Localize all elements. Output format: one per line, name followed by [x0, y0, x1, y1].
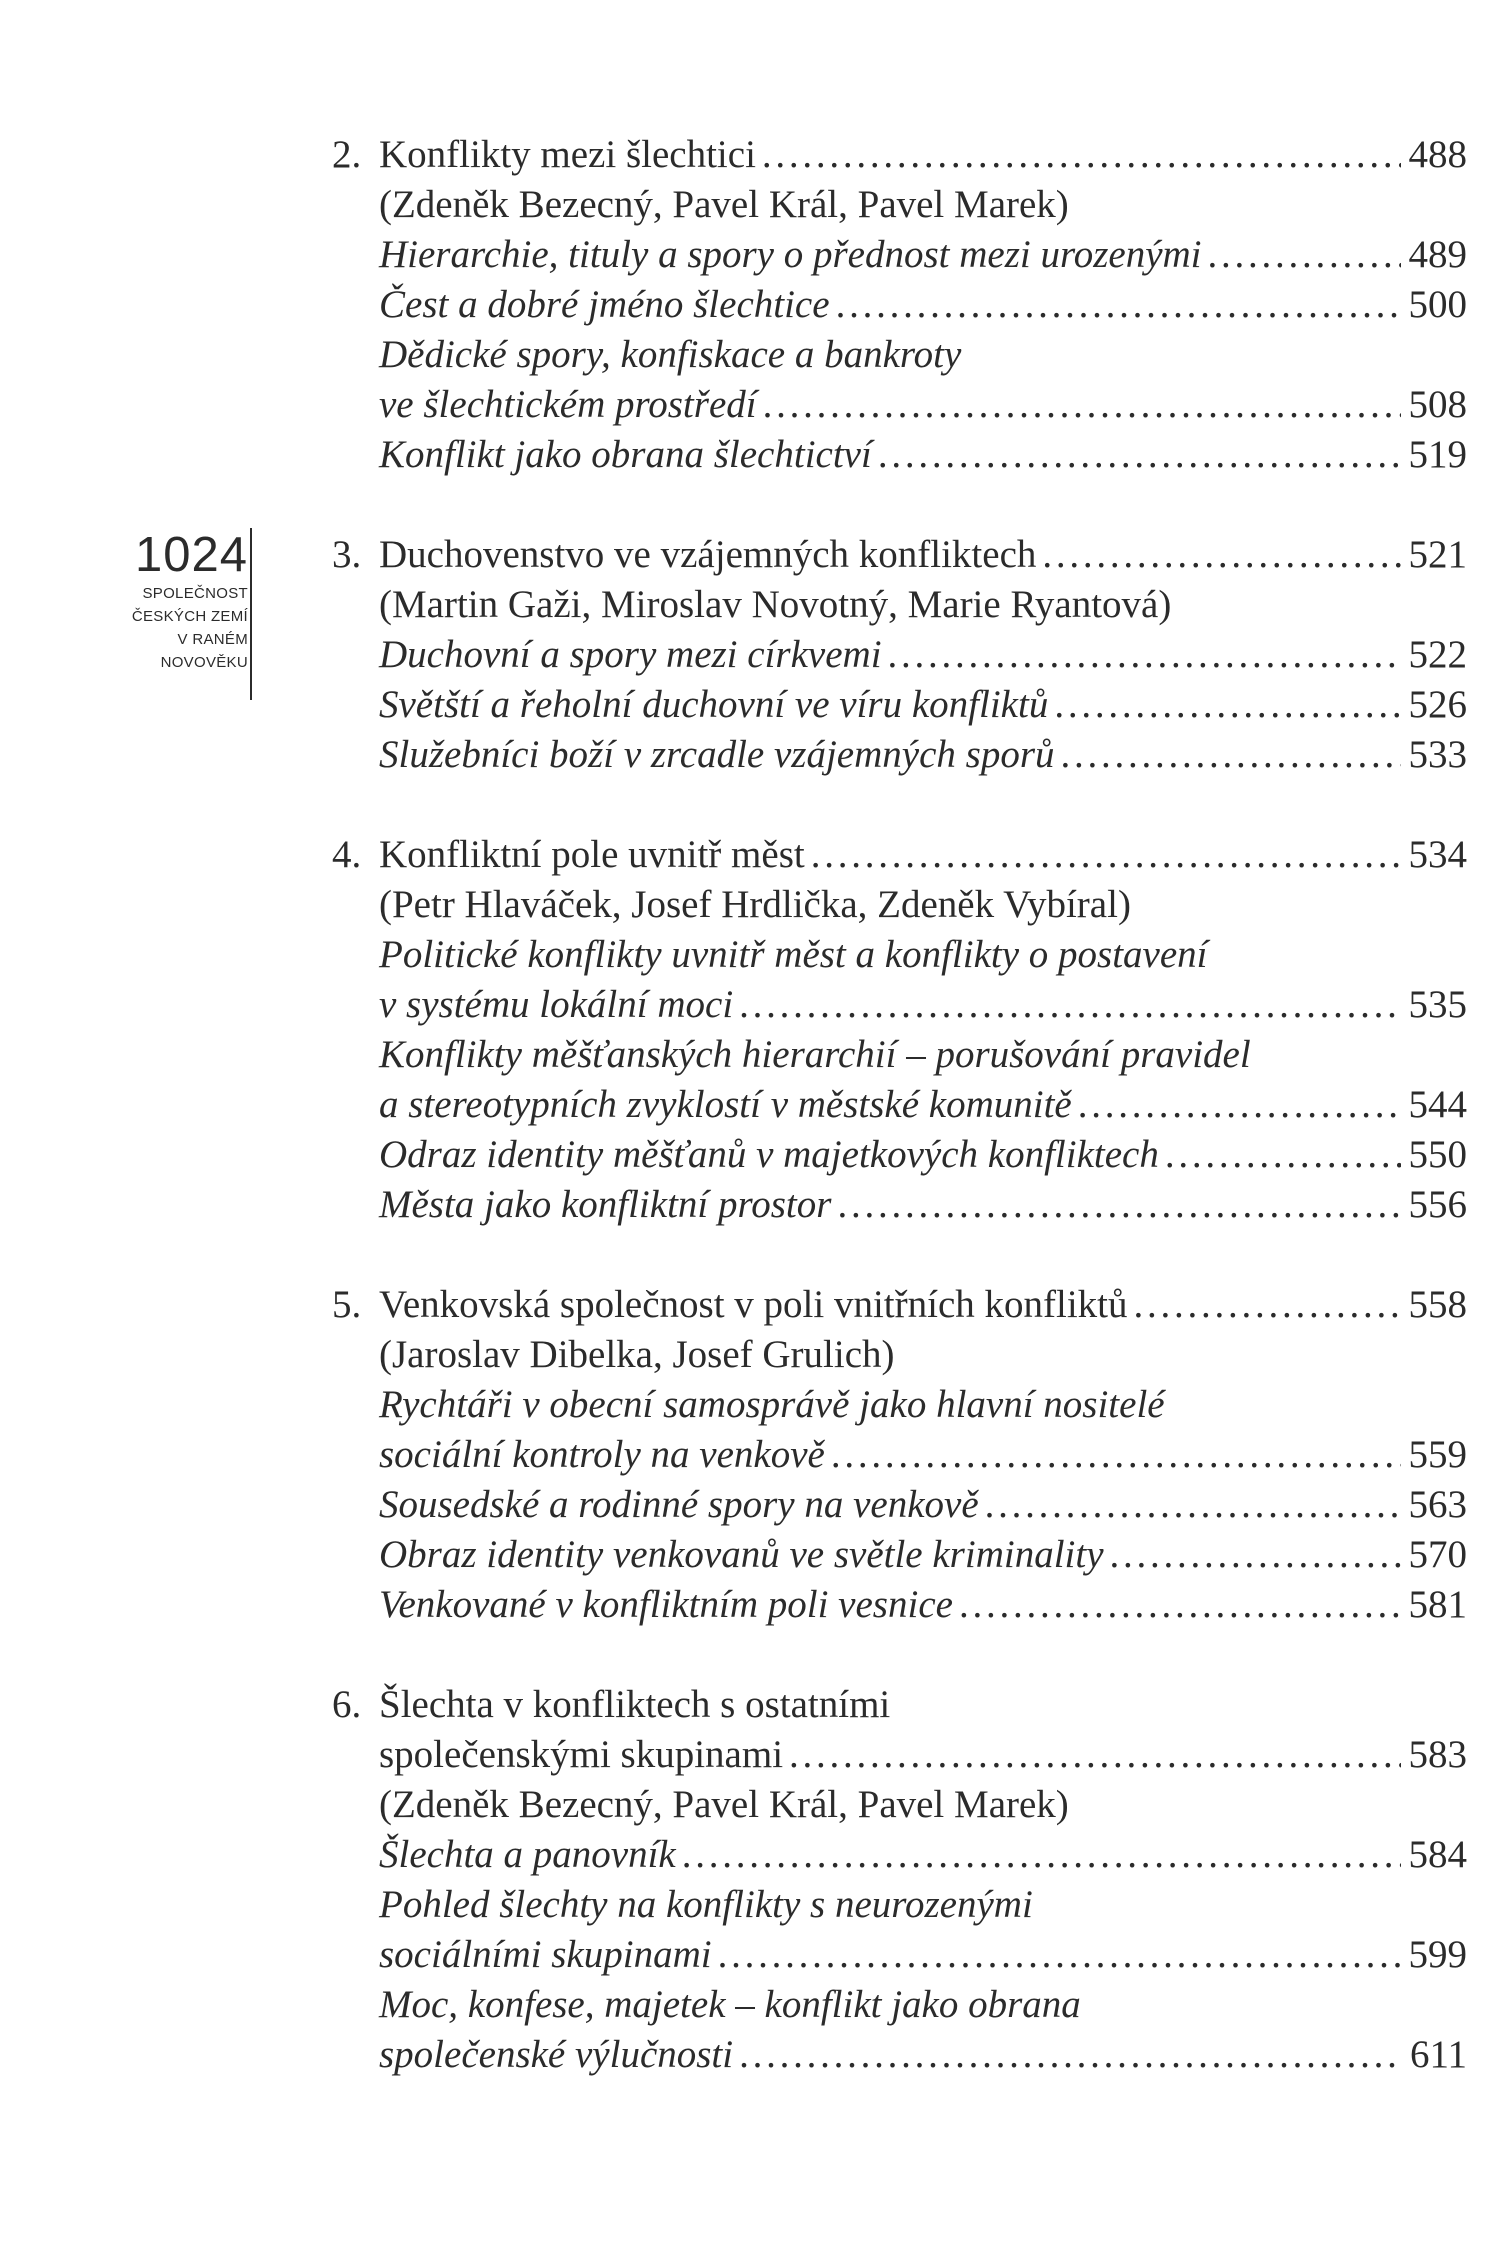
entry-text: Konfliktní pole uvnitř měst — [379, 833, 805, 876]
entry-text: Odraz identity měšťanů v majetkových konfliktech — [379, 1133, 1159, 1176]
toc-authors — [332, 880, 1467, 930]
running-head — [100, 528, 248, 674]
running-title-line-1: SPOLEČNOST — [142, 585, 248, 602]
section-number: 2. — [332, 133, 362, 176]
toc-section — [332, 530, 1467, 780]
dot-leader — [872, 430, 1401, 480]
page-ref: 544 — [1408, 1083, 1467, 1126]
entry-text: Konflikty mezi šlechtici — [379, 133, 756, 176]
entry-text: Duchovenstvo ve vzájemných konfliktech — [379, 533, 1037, 576]
toc-subentry — [332, 1030, 1467, 1080]
page-ref: 535 — [1408, 983, 1467, 1026]
entry-text: Dědické spory, konfiskace a bankroty — [379, 333, 962, 376]
page-ref: 558 — [1408, 1283, 1467, 1326]
dot-leader — [733, 980, 1400, 1030]
dot-leader — [756, 130, 1401, 180]
toc-authors — [332, 1780, 1467, 1830]
entry-text: Konflikt jako obrana šlechtictví — [379, 433, 872, 476]
dot-leader — [831, 1180, 1400, 1230]
dot-leader — [676, 1830, 1401, 1880]
dot-leader — [757, 380, 1401, 430]
entry-text: Čest a dobré jméno šlechtice — [379, 283, 830, 326]
entry-text: Venkované v konfliktním poli vesnice — [379, 1583, 953, 1626]
entry-text: Města jako konfliktní prostor — [379, 1183, 832, 1226]
toc-subentry — [332, 1580, 1467, 1630]
section-number: 4. — [332, 833, 362, 876]
page-ref: 489 — [1408, 233, 1467, 276]
entry-text: Šlechta a panovník — [379, 1833, 676, 1876]
dot-leader — [1159, 1130, 1401, 1180]
page-ref: 581 — [1408, 1583, 1467, 1626]
dot-leader — [1055, 730, 1401, 780]
entry-text: Venkovská společnost v poli vnitřních konfliktů — [379, 1283, 1128, 1326]
entry-text: (Petr Hlaváček, Josef Hrdlička, Zdeněk Vybíral) — [379, 883, 1131, 926]
page-ref: 599 — [1408, 1933, 1467, 1976]
dot-leader — [979, 1480, 1401, 1530]
entry-text: sociálními skupinami — [379, 1933, 712, 1976]
page-ref: 534 — [1408, 833, 1467, 876]
toc-subentry — [332, 230, 1467, 280]
entry-text: Moc, konfese, majetek – konflikt jako obrana — [379, 1983, 1081, 2026]
dot-leader — [830, 280, 1401, 330]
dot-leader — [825, 1430, 1401, 1480]
entry-text: Obraz identity venkovanů ve světle kriminality — [379, 1533, 1104, 1576]
page-ref: 519 — [1408, 433, 1467, 476]
page-ref: 556 — [1408, 1183, 1467, 1226]
entry-text: Šlechta v konfliktech s ostatními — [379, 1683, 891, 1726]
section-number: 3. — [332, 533, 362, 576]
toc-subentry — [332, 1530, 1467, 1580]
page-ref: 611 — [1409, 2033, 1467, 2076]
toc-subentry — [332, 380, 1467, 430]
dot-leader — [712, 1930, 1401, 1980]
toc-subentry — [332, 1880, 1467, 1930]
toc-subentry — [332, 1080, 1467, 1130]
entry-text: Duchovní a spory mezi církvemi — [379, 633, 882, 676]
toc-section — [332, 130, 1467, 480]
toc-authors — [332, 1330, 1467, 1380]
entry-text: Politické konflikty uvnitř měst a konflikty o postavení — [379, 933, 1208, 976]
dot-leader — [1048, 680, 1400, 730]
section-number: 5. — [332, 1283, 362, 1326]
page-ref: 500 — [1408, 283, 1467, 326]
page-ref: 584 — [1408, 1833, 1467, 1876]
page-number: 1024 — [134, 528, 248, 582]
toc-entry — [332, 1280, 1467, 1330]
dot-leader — [1128, 1280, 1401, 1330]
page-ref: 570 — [1408, 1533, 1467, 1576]
page-ref: 550 — [1408, 1133, 1467, 1176]
toc-section — [332, 1280, 1467, 1630]
dot-leader — [1036, 530, 1400, 580]
toc-subentry — [332, 980, 1467, 1030]
page-ref: 488 — [1408, 133, 1467, 176]
toc-subentry — [332, 630, 1467, 680]
dot-leader — [1072, 1080, 1401, 1130]
entry-text: sociální kontroly na venkově — [379, 1433, 825, 1476]
toc-subentry — [332, 1430, 1467, 1480]
dot-leader — [1202, 230, 1401, 280]
dot-leader — [733, 2030, 1401, 2080]
toc-subentry — [332, 1930, 1467, 1980]
toc-subentry — [332, 1180, 1467, 1230]
entry-text: Hierarchie, tituly a spory o přednost mezi urozenými — [379, 233, 1202, 276]
entry-text: Sousedské a rodinné spory na venkově — [379, 1483, 979, 1526]
toc-subentry — [332, 680, 1467, 730]
entry-text: (Zdeněk Bezecný, Pavel Král, Pavel Marek) — [379, 1783, 1069, 1826]
toc-subentry — [332, 730, 1467, 780]
table-of-contents — [332, 130, 1467, 2130]
toc-subentry — [332, 1480, 1467, 1530]
toc-authors — [332, 580, 1467, 630]
running-title-line-2: ČESKÝCH ZEMÍ — [131, 608, 248, 625]
toc-subentry — [332, 330, 1467, 380]
toc-section — [332, 830, 1467, 1230]
page-ref: 559 — [1408, 1433, 1467, 1476]
page-ref: 533 — [1408, 733, 1467, 776]
toc-entry — [332, 1730, 1467, 1780]
toc-section — [332, 1680, 1467, 2080]
toc-subentry — [332, 930, 1467, 980]
entry-text: (Jaroslav Dibelka, Josef Grulich) — [379, 1333, 895, 1376]
toc-subentry — [332, 1830, 1467, 1880]
entry-text: Služebníci boží v zrcadle vzájemných sporů — [379, 733, 1055, 776]
toc-entry — [332, 530, 1467, 580]
entry-text: Rychtáři v obecní samosprávě jako hlavní nositelé — [379, 1383, 1165, 1426]
entry-text: Světští a řeholní duchovní ve víru konfliktů — [379, 683, 1049, 726]
entry-text: ve šlechtickém prostředí — [379, 383, 757, 426]
toc-entry — [332, 130, 1467, 180]
entry-text: a stereotypních zvyklostí v městské komunitě — [379, 1083, 1072, 1126]
entry-text: (Martin Gaži, Miroslav Novotný, Marie Ryantová) — [379, 583, 1172, 626]
entry-text: Pohled šlechty na konflikty s neurozenými — [379, 1883, 1033, 1926]
running-title-line-4: NOVOVĚKU — [160, 654, 248, 671]
entry-text: společenskými skupinami — [379, 1733, 784, 1776]
entry-text: (Zdeněk Bezecný, Pavel Král, Pavel Marek) — [379, 183, 1069, 226]
dot-leader — [953, 1580, 1401, 1630]
toc-authors — [332, 180, 1467, 230]
toc-subentry — [332, 2030, 1467, 2080]
dot-leader — [1104, 1530, 1401, 1580]
toc-subentry — [332, 1130, 1467, 1180]
section-number: 6. — [332, 1683, 362, 1726]
entry-text: společenské výlučnosti — [379, 2033, 734, 2076]
page-ref: 522 — [1408, 633, 1467, 676]
entry-text: Konflikty měšťanských hierarchií – porušování pravidel — [379, 1033, 1251, 1076]
page-ref: 508 — [1408, 383, 1467, 426]
dot-leader — [783, 1730, 1400, 1780]
entry-text: v systému lokální moci — [379, 983, 734, 1026]
toc-subentry — [332, 280, 1467, 330]
toc-entry — [332, 1680, 1467, 1730]
margin-divider — [250, 528, 252, 700]
dot-leader — [882, 630, 1401, 680]
page-ref: 521 — [1408, 533, 1467, 576]
running-title-line-3: V RANÉM — [177, 631, 248, 648]
page-ref: 563 — [1408, 1483, 1467, 1526]
toc-subentry — [332, 1980, 1467, 2030]
toc-subentry — [332, 430, 1467, 480]
page-ref: 583 — [1408, 1733, 1467, 1776]
toc-entry — [332, 830, 1467, 880]
toc-subentry — [332, 1380, 1467, 1430]
page-ref: 526 — [1408, 683, 1467, 726]
dot-leader — [805, 830, 1401, 880]
